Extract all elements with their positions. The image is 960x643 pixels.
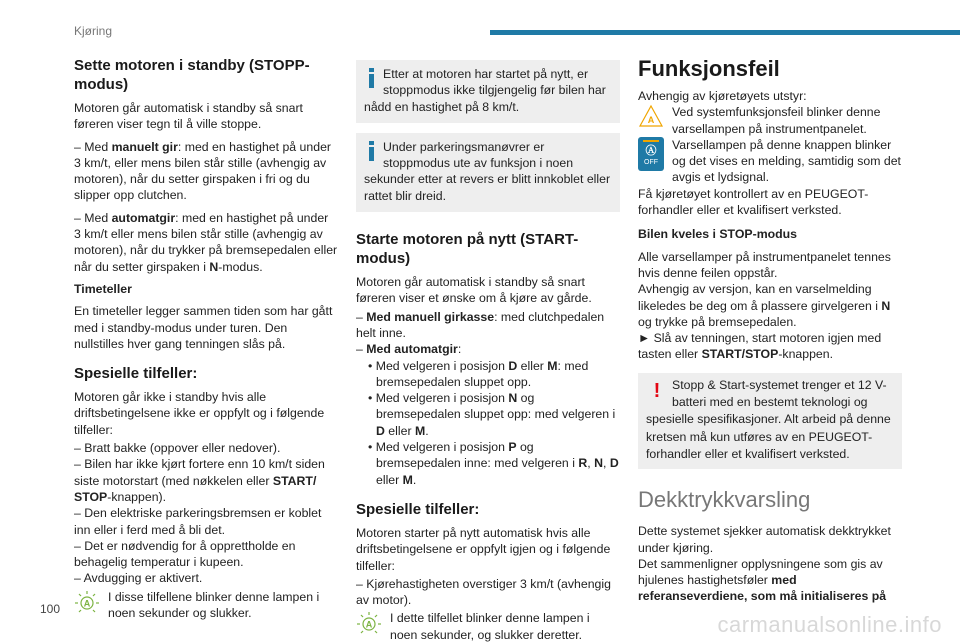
paragraph: Alle varsellamper på instrumentpanelet tennes hvis denne feilen oppstår. [638, 249, 891, 280]
heading-start: Starte motoren på nytt (START-modus) [356, 231, 579, 268]
info-icon [368, 68, 375, 88]
paragraph: Det sammenligner opplysningene som gis av hjulenes hastighetsføler med referanseverdiene, som må initialiseres på [638, 556, 887, 604]
list-item: – Bilen har ikke kjørt fortere enn 10 km/t siden siste motorstart (med nøkkelen eller START/ STOP-knappen). [74, 457, 325, 504]
paragraph: Få kjøretøyet kontrollert av en PEUGEOT-forhandler eller et kvalifisert verksted. [638, 186, 869, 218]
paragraph: Dette systemet sjekker automatisk dekktrykket under kjøring. [638, 524, 891, 555]
svg-text:A: A [365, 619, 373, 630]
paragraph: ► Slå av tenningen, start motoren igjen med tasten eller START/STOP-knappen. [638, 331, 882, 362]
info-note: Under parkeringsmanøvrer er stoppmodus ute av funksjon i noen sekunder etter at revers er blitt innkoblet eller rattet blir dreid. [356, 133, 620, 212]
list-item: – Det er nødvendig for å opprettholde en behagelig temperatur i kupeen. [74, 538, 296, 570]
lamp-text: Ved systemfunksjonsfeil blinker denne varsellampen på instrumentpanelet. [672, 105, 881, 136]
subheading-timer: Timeteller [74, 281, 132, 296]
paragraph: Motoren starter på nytt automatisk hvis alle driftsbetingelsene er oppfylt igjen og i følgende tilfeller: [356, 525, 611, 573]
heading-special: Spesielle tilfeller: [356, 500, 480, 518]
list-item: – Den elektriske parkeringsbremsen er koblet inn eller i ferd med å bli det. [74, 506, 322, 537]
bullet-item: • Med velgeren i posisjon P og bremsepedalen inne: med velgeren i R, N, D eller M. [368, 440, 619, 487]
bullet-item: • Med velgeren i posisjon N og bremsepedalen sluppet opp: med velgeren i D eller M. [368, 391, 616, 438]
list-item: – Avdugging er aktivert. [74, 571, 203, 586]
list-item: – Med automatgir: med en hastighet på under 3 km/t eller mens bilen står stille (avhengig av motoren), når du trykker på bremsepedalen eller når du setter girspaken i N-modus. [74, 210, 338, 274]
lamp-text: Varsellampen på denne knappen blinker og det vises en melding, samtidig som det avgis et lydsignal. [672, 137, 901, 185]
bullet-item: • Med velgeren i posisjon D eller M: med bremsepedalen sluppet opp. [368, 358, 589, 389]
header-accent-bar [490, 30, 960, 35]
list-item: – Med manuell girkasse: med clutchpedalen helt inne. [356, 309, 605, 340]
info-note: Etter at motoren har startet på nytt, er stoppmodus ikke tilgjengelig før bilen har nådd en hastighet på 8 km/t. [356, 60, 620, 123]
heading-tire-pressure: Dekktrykkvarsling [638, 487, 811, 513]
lamp-row [356, 610, 620, 643]
lamp-row [638, 137, 902, 186]
lamp-row [74, 589, 338, 622]
warning-icon: ! [653, 379, 661, 402]
auto-stop-lamp-icon [356, 610, 382, 636]
heading-standby: Sette motoren i standby (STOPP-modus) [74, 57, 310, 93]
warning-note: ! Stopp & Start-systemet trenger et 12 V-batteri med en bestemt teknologi og spesielle spesifikasjoner. Alt arbeid på denne kretsen må kun utføres av en PEUGEOT-forhandler eller et kvalifisert verksted. [638, 373, 902, 469]
subheading-stop-stall: Bilen kveles i STOP-modus [638, 227, 798, 242]
paragraph: Motoren går ikke i standby hvis alle driftsbetingelsene ikke er oppfylt og i følgende tilfeller: [74, 390, 325, 437]
list-item: – Kjørehastigheten overstiger 3 km/t (avhengig av motor). [356, 576, 611, 608]
fault-lamp-icon [638, 104, 664, 130]
svg-text:A: A [83, 598, 91, 609]
column-1 [74, 56, 338, 621]
stop-start-off-button-icon: Ⓐ OFF [638, 137, 664, 171]
svg-text:A: A [647, 115, 655, 126]
auto-stop-lamp-icon [74, 589, 100, 615]
list-item: – Med manuelt gir: med en hastighet på under 3 km/t, eller mens bilen står stille (avhengig av motoren), når du setter girspaken i fri og du slipper opp clutchen. [74, 139, 332, 203]
watermark: carmanualsonline.info [717, 612, 942, 637]
paragraph: Motoren går automatisk i standby så snart føreren viser tegn til å ville stoppe. [74, 101, 303, 132]
list-item: – Med automatgir: [356, 342, 462, 357]
lamp-text: I dette tilfellet blinker denne lampen i noen sekunder, og slukker deretter. [390, 611, 590, 642]
lamp-text: I disse tilfellene blinker denne lampen i noen sekunder og slukker. [108, 589, 320, 621]
list-item: – Bratt bakke (oppover eller nedover). [74, 441, 281, 456]
heading-fault: Funksjonsfeil [638, 56, 780, 81]
paragraph: En timeteller legger sammen tiden som har gått med i standby-modus under turen. Den nullstilles hver gang tenningen slås på. [74, 304, 333, 351]
header-section: Kjøring [74, 24, 113, 38]
column-3 [638, 56, 902, 605]
page-number: 100 [40, 602, 61, 616]
column-2 [356, 56, 620, 643]
paragraph: Motoren går automatisk i standby så snart føreren viser et ønske om å kjøre av gårde. [356, 275, 592, 306]
heading-special: Spesielle tilfeller: [74, 365, 198, 383]
info-icon [368, 141, 375, 161]
paragraph: Avhengig av versjon, kan en varselmelding likeledes be deg om å plassere girvelgeren i N og trykke på bremsepedalen. [638, 282, 891, 329]
lamp-row [638, 104, 902, 137]
paragraph: Avhengig av kjøretøyets utstyr: [638, 89, 807, 103]
